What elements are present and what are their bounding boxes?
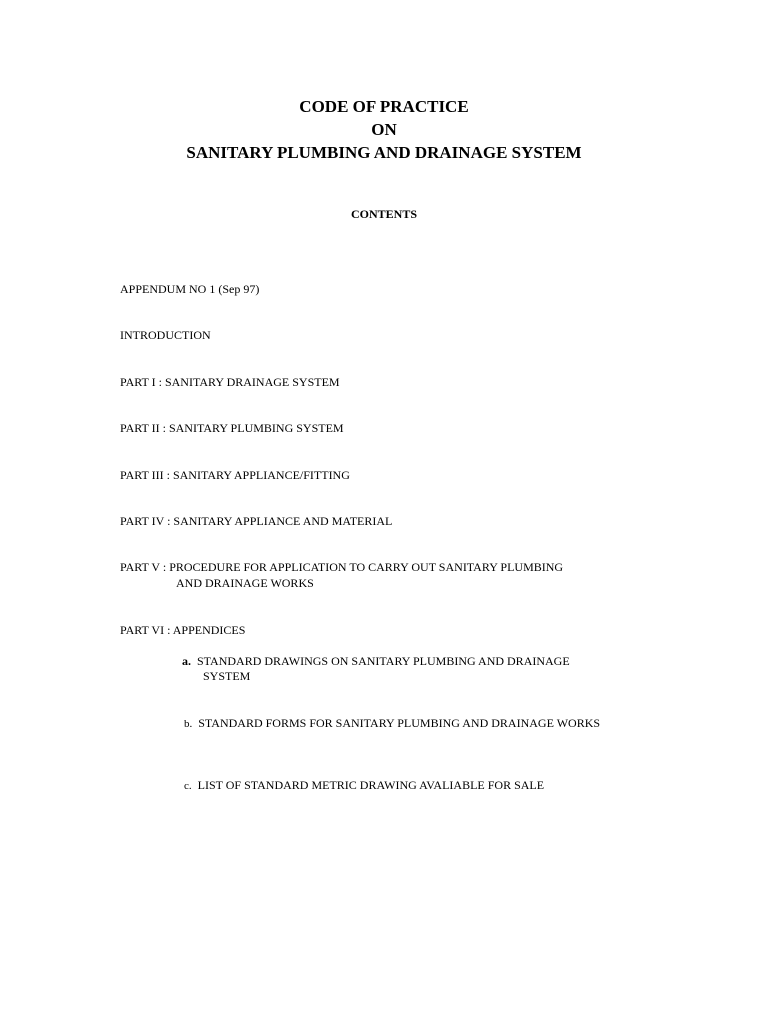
toc-item-part-5: PART V : PROCEDURE FOR APPLICATION TO CARRY OUT SANITARY PLUMBING: [120, 560, 564, 574]
toc-item-part-6: PART VI : APPENDICES: [120, 623, 246, 637]
toc-item-appendum: APPENDUM NO 1 (Sep 97): [120, 282, 260, 296]
appendix-marker-a: a.: [182, 654, 191, 668]
appendix-text-a: STANDARD DRAWINGS ON SANITARY PLUMBING AND DRAINAGE: [197, 654, 570, 668]
toc-item-part-4: PART IV : SANITARY APPLIANCE AND MATERIAL: [120, 514, 393, 528]
appendix-marker-c: c.: [184, 780, 192, 792]
document-title-line-3: SANITARY PLUMBING AND DRAINAGE SYSTEM: [186, 143, 582, 162]
document-title-line-2: ON: [371, 120, 397, 139]
toc-item-introduction: INTRODUCTION: [120, 328, 211, 342]
toc-item-part-2: PART II : SANITARY PLUMBING SYSTEM: [120, 421, 344, 435]
contents-heading: CONTENTS: [350, 207, 418, 221]
appendix-text-b: STANDARD FORMS FOR SANITARY PLUMBING AND DRAINAGE WORKS: [198, 716, 601, 730]
appendix-item-a: [182, 653, 570, 669]
toc-item-part-5-continuation: AND DRAINAGE WORKS: [176, 576, 314, 590]
appendix-item-a-continuation: SYSTEM: [203, 669, 251, 683]
toc-item-part-3: PART III : SANITARY APPLIANCE/FITTING: [120, 468, 350, 482]
appendix-item-c: [184, 777, 544, 794]
appendix-text-c: LIST OF STANDARD METRIC DRAWING AVALIABLE FOR SALE: [197, 778, 545, 792]
appendix-marker-b: b.: [184, 718, 193, 730]
document-title-line-1: CODE OF PRACTICE: [299, 97, 469, 116]
appendix-item-b: [184, 715, 600, 732]
toc-item-part-1: PART I : SANITARY DRAINAGE SYSTEM: [120, 375, 340, 389]
